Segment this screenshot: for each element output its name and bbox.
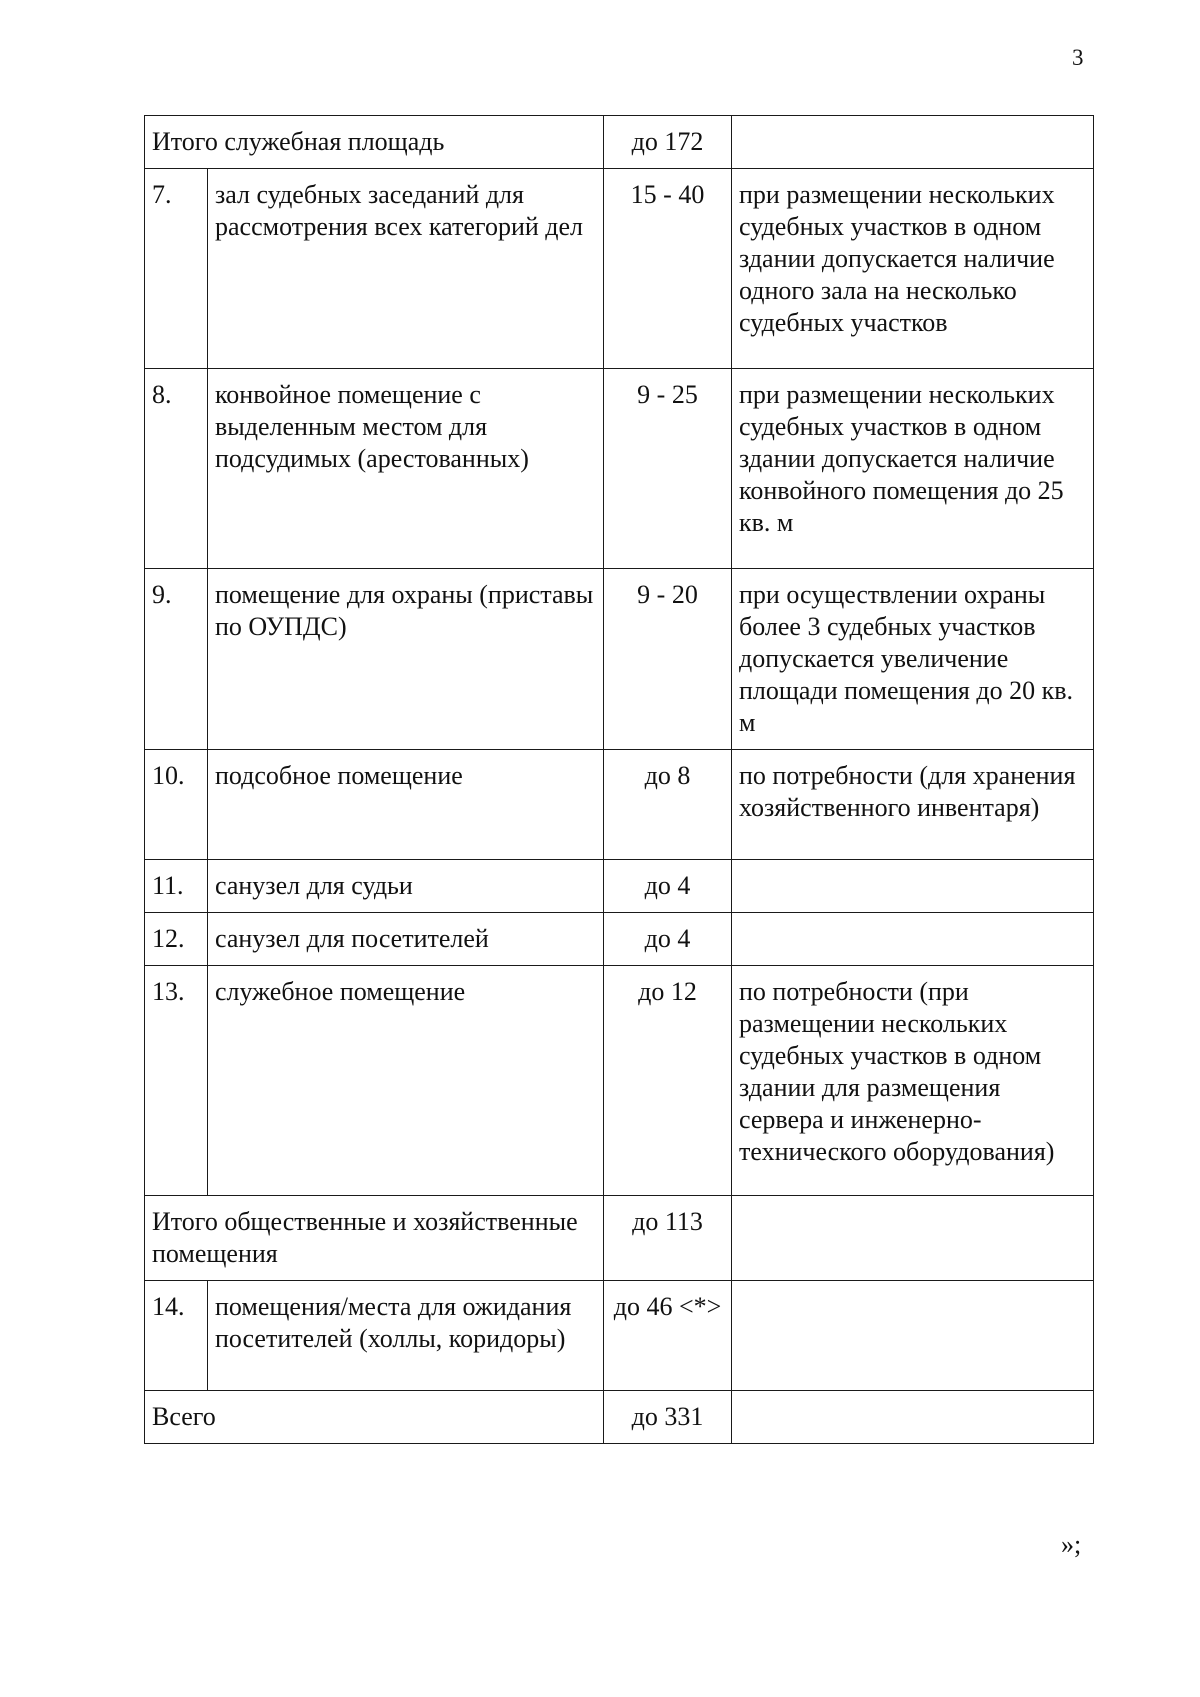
row-number: 14.: [145, 1281, 208, 1391]
table-row-subtotal-office: [145, 116, 1094, 169]
premises-area-table: [144, 115, 1094, 1444]
area-cell: до 331: [604, 1391, 732, 1444]
area-cell: до 172: [604, 116, 732, 169]
note-cell: при размещении нескольких судебных участков в одном здании допускается наличие конвойного помещения до 25 кв. м: [732, 369, 1094, 569]
note-cell: [732, 1281, 1094, 1391]
page-number: 3: [1072, 45, 1084, 70]
total-label: Всего: [145, 1391, 604, 1444]
note-cell: [732, 1391, 1094, 1444]
note-cell: [732, 1196, 1094, 1281]
row-number: 12.: [145, 913, 208, 966]
note-cell: [732, 860, 1094, 913]
table-row-total: [145, 1391, 1094, 1444]
closing-quote-mark: »;: [1061, 1530, 1082, 1559]
table-row: [145, 569, 1094, 750]
area-cell: до 12: [604, 966, 732, 1196]
room-name-cell: служебное помещение: [208, 966, 604, 1196]
area-cell: до 46 <*>: [604, 1281, 732, 1391]
subtotal-label: Итого общественные и хозяйственные помещения: [145, 1196, 604, 1281]
area-cell: до 8: [604, 750, 732, 860]
row-number: 8.: [145, 369, 208, 569]
room-name-cell: подсобное помещение: [208, 750, 604, 860]
table-row-subtotal-public: [145, 1196, 1094, 1281]
table-row: [145, 966, 1094, 1196]
row-number: 11.: [145, 860, 208, 913]
note-cell: [732, 913, 1094, 966]
area-cell: 9 - 20: [604, 569, 732, 750]
room-name-cell: помещение для охраны (приставы по ОУПДС): [208, 569, 604, 750]
note-cell: при осуществлении охраны более 3 судебных участков допускается увеличение площади помещения до 20 кв. м: [732, 569, 1094, 750]
row-number: 10.: [145, 750, 208, 860]
room-name-cell: санузел для посетителей: [208, 913, 604, 966]
room-name-cell: конвойное помещение с выделенным местом для подсудимых (арестованных): [208, 369, 604, 569]
row-number: 9.: [145, 569, 208, 750]
table-row: [145, 750, 1094, 860]
note-cell: [732, 116, 1094, 169]
area-cell: до 4: [604, 860, 732, 913]
table-row: [145, 1281, 1094, 1391]
table-row: [145, 860, 1094, 913]
table-row: [145, 369, 1094, 569]
row-number: 13.: [145, 966, 208, 1196]
table-row: [145, 169, 1094, 369]
note-cell: по потребности (при размещении нескольких судебных участков в одном здании для размещения сервера и инженерно-технического оборудования): [732, 966, 1094, 1196]
area-cell: до 4: [604, 913, 732, 966]
room-name-cell: санузел для судьи: [208, 860, 604, 913]
area-cell: 9 - 25: [604, 369, 732, 569]
room-name-cell: помещения/места для ожидания посетителей (холлы, коридоры): [208, 1281, 604, 1391]
room-name-cell: зал судебных заседаний для рассмотрения всех категорий дел: [208, 169, 604, 369]
subtotal-label: Итого служебная площадь: [145, 116, 604, 169]
area-cell: до 113: [604, 1196, 732, 1281]
note-cell: при размещении нескольких судебных участков в одном здании допускается наличие одного зала на несколько судебных участков: [732, 169, 1094, 369]
area-cell: 15 - 40: [604, 169, 732, 369]
table-row: [145, 913, 1094, 966]
row-number: 7.: [145, 169, 208, 369]
note-cell: по потребности (для хранения хозяйственного инвентаря): [732, 750, 1094, 860]
